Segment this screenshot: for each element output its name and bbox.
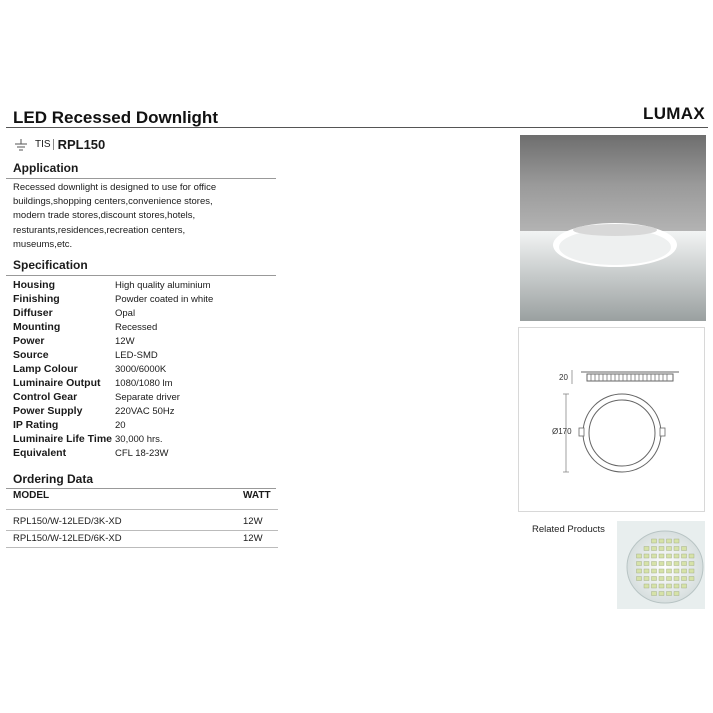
led-chip [682, 554, 687, 558]
table-row [13, 516, 278, 527]
spec-row [13, 335, 135, 349]
order-watt: 12W [243, 516, 263, 527]
spec-label: Source [13, 349, 49, 361]
led-chip [652, 562, 657, 566]
spec-label: Control Gear [13, 391, 78, 403]
technical-drawing [518, 327, 705, 512]
order-model: RPL150/W-12LED/3K-XD [13, 516, 122, 527]
col-model: MODEL [13, 490, 50, 501]
led-chip [689, 577, 694, 581]
spec-value: LED-SMD [115, 350, 158, 361]
spec-label: Luminaire Life Time [13, 433, 112, 445]
led-chip [689, 554, 694, 558]
application-line: museums,etc. [13, 238, 73, 250]
spec-row [13, 321, 157, 335]
led-chip [659, 584, 664, 588]
table-row [13, 533, 278, 544]
led-chip [659, 592, 664, 596]
spec-row [13, 363, 166, 377]
downlight-photo-icon [520, 135, 706, 321]
spec-value: 12W [115, 336, 135, 347]
led-chip [689, 562, 694, 566]
earth-symbol-icon [13, 138, 29, 152]
led-chip [667, 584, 672, 588]
application-heading: Application [13, 161, 79, 175]
led-chip [644, 554, 649, 558]
height-dimension: 20 [559, 373, 568, 382]
spec-value: 3000/6000K [115, 364, 167, 375]
spec-value: 220VAC 50Hz [115, 406, 175, 417]
led-chip [682, 584, 687, 588]
spec-label: Equivalent [13, 447, 67, 459]
led-chip [659, 554, 664, 558]
led-chip [637, 569, 642, 573]
spec-row [13, 307, 135, 321]
page-title: LED Recessed Downlight [13, 108, 218, 127]
led-chip [659, 562, 664, 566]
led-chip [674, 547, 679, 551]
spec-row [13, 279, 211, 293]
led-chip [659, 547, 664, 551]
led-chip [682, 562, 687, 566]
led-chip [652, 592, 657, 596]
related-product-image[interactable] [617, 521, 705, 609]
led-chip [682, 577, 687, 581]
led-chip [674, 562, 679, 566]
led-chip [674, 592, 679, 596]
led-chip [637, 562, 642, 566]
spec-label: Diffuser [13, 307, 53, 319]
led-chip [674, 554, 679, 558]
spec-label: Power [13, 335, 45, 347]
spec-value: Recessed [115, 322, 158, 333]
dimension-drawing-icon [519, 328, 704, 511]
led-chip [644, 577, 649, 581]
spec-row [13, 391, 180, 405]
application-line: Recessed downlight is designed to use for office [13, 182, 217, 193]
spec-value: CFL 18-23W [115, 448, 169, 459]
led-chip [689, 569, 694, 573]
led-chip [652, 554, 657, 558]
application-line: modern trade stores,discount stores,hotels, [13, 210, 196, 222]
application-line: buildings,shopping centers,convenience stores, [13, 196, 213, 208]
led-chip [659, 577, 664, 581]
related-products-label: Related Products [532, 524, 605, 535]
spec-row [13, 433, 163, 447]
led-chip [667, 554, 672, 558]
led-chip [644, 584, 649, 588]
spec-value: High quality aluminium [115, 280, 211, 291]
spec-label: Luminaire Output [13, 377, 101, 389]
spec-row [13, 419, 126, 433]
spec-value: 20 [115, 420, 126, 431]
ordering-header-divider [6, 509, 278, 510]
led-chip [644, 569, 649, 573]
spec-label: Housing [13, 279, 55, 291]
application-text [13, 181, 278, 252]
led-chip [667, 577, 672, 581]
led-chip [659, 569, 664, 573]
led-chip [644, 562, 649, 566]
spec-label: Finishing [13, 293, 60, 305]
spec-value: Opal [115, 308, 136, 319]
spec-row [13, 293, 213, 307]
spec-value: Separate driver [115, 392, 180, 403]
led-chip [652, 547, 657, 551]
spec-label: IP Rating [13, 419, 59, 431]
spec-row [13, 447, 169, 461]
order-model: RPL150/W-12LED/6K-XD [13, 533, 122, 544]
led-chip [652, 577, 657, 581]
led-chip [667, 569, 672, 573]
led-chip [637, 554, 642, 558]
cert-row [13, 137, 105, 152]
spec-value: 1080/1080 lm [115, 378, 173, 389]
order-watt: 12W [243, 533, 263, 544]
led-chip [667, 539, 672, 543]
led-chip [682, 569, 687, 573]
application-line: resturants,residences,recreation centers, [13, 224, 186, 236]
spec-row [13, 349, 158, 363]
spec-label: Lamp Colour [13, 363, 78, 375]
spec-row [13, 377, 173, 391]
brand-logo: LUMAX [643, 104, 705, 123]
model-number: RPL150 [57, 137, 106, 152]
led-chip [667, 547, 672, 551]
led-chip [674, 569, 679, 573]
led-chip [674, 539, 679, 543]
product-photo [520, 135, 706, 321]
diameter-dimension: Ø170 [552, 427, 572, 436]
ordering-row-divider [6, 530, 278, 531]
led-chip [637, 577, 642, 581]
led-chip [652, 569, 657, 573]
tis-mark: TIS [33, 139, 54, 150]
specification-heading: Specification [13, 258, 88, 272]
spec-label: Power Supply [13, 405, 83, 417]
led-chip [652, 584, 657, 588]
led-chip [667, 562, 672, 566]
led-module-icon [617, 521, 705, 609]
led-chip [644, 547, 649, 551]
led-chip [659, 539, 664, 543]
led-chip [674, 584, 679, 588]
spec-value: Powder coated in white [115, 294, 214, 305]
application-divider [6, 178, 276, 179]
led-chip [674, 577, 679, 581]
header-divider [6, 127, 708, 128]
led-chip [682, 547, 687, 551]
col-watt: WATT [243, 490, 271, 501]
ordering-heading: Ordering Data [13, 472, 94, 486]
spec-row [13, 405, 175, 419]
specification-divider [6, 275, 276, 276]
spec-value: 30,000 hrs. [115, 434, 163, 445]
ordering-table-header [13, 490, 278, 501]
ordering-row-divider [6, 547, 278, 548]
led-chip [667, 592, 672, 596]
spec-label: Mounting [13, 321, 61, 333]
ordering-divider [6, 488, 276, 489]
led-chip [652, 539, 657, 543]
